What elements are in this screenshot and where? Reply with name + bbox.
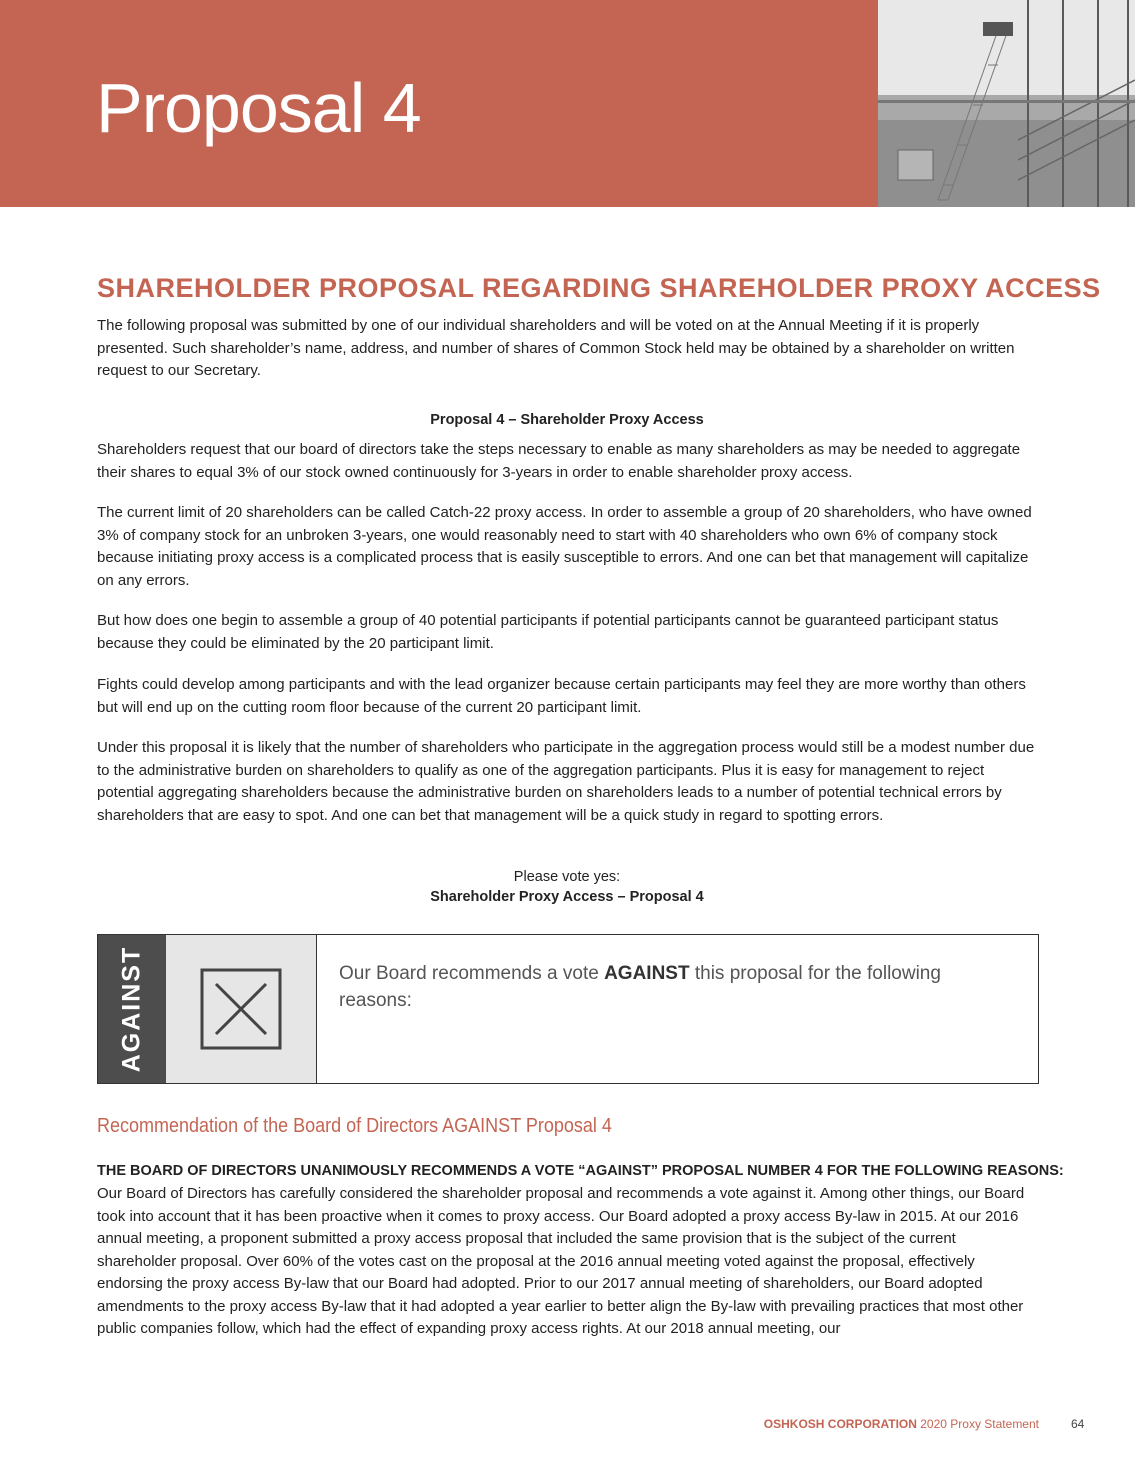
page-title: Proposal 4 — [96, 69, 421, 147]
vote-proposal-name: Shareholder Proxy Access – Proposal 4 — [430, 889, 704, 905]
footer-document: 2020 Proxy Statement — [916, 1417, 1039, 1431]
recommendation-text-bold: AGAINST — [604, 963, 690, 984]
recommendation-text-before: Our Board recommends a vote — [339, 963, 605, 984]
recommendation-text-after: this proposal for the following reasons: — [339, 963, 941, 1011]
proposal-paragraph: Shareholders request that our board of directors take the steps necessary to enable as many shareholders as may be needed to aggregate their shares to equal 3% of our stock owned continuously for 3-years in order to enable shareholder proxy access. — [97, 441, 1021, 481]
against-icon-cell — [166, 935, 317, 1083]
footer-company: OSHKOSH CORPORATION — [763, 1417, 917, 1431]
section-heading: SHAREHOLDER PROPOSAL REGARDING SHAREHOLDER PROXY ACCESS — [97, 273, 1101, 303]
recommendation-heading: Recommendation of the Board of Directors AGAINST Proposal 4 — [97, 1115, 612, 1137]
page-header-banner — [0, 0, 1135, 207]
recommendation-statement — [339, 960, 979, 1014]
vote-prompt: Please vote yes: — [513, 869, 621, 885]
proposal-title: Proposal 4 – Shareholder Proxy Access — [430, 412, 704, 428]
proposal-paragraph: Fights could develop among participants and with the lead organizer because certain participants may feel they are more worthy than others but will end up on the cutting room floor because of the current 20 participant limit. — [97, 676, 1026, 716]
proposal-paragraph: But how does one begin to assemble a group of 40 potential participants if potential participants cannot be guaranteed participant status because they could be eliminated by the 20 participant limit. — [97, 612, 999, 652]
construction-photo-illustration — [878, 0, 1135, 207]
proposal-paragraph: The current limit of 20 shareholders can be called Catch-22 proxy access. In order to assemble a group of 20 shareholders, who have owned 3% of company stock for an unbroken 3-years, one would reasonably need to start with 40 shareholders who own 6% of company stock because initiating proxy access is a complicated process that is easily susceptible to errors. And one can bet that management will capitalize on any errors. — [97, 504, 1032, 589]
against-tab — [98, 935, 166, 1083]
proposal-paragraph: Under this proposal it is likely that the number of shareholders who participate in the aggregation process would still be a modest number due to the administrative burden on shareholders to qualify as one of the aggregation participants. Plus it is easy for management to reject potential aggregating shareholders because the administrative burden on shareholders leads to a number of potential technical errors by shareholders that are easy to spot. And one can bet that management will be a quick study in regard to spotting errors. — [97, 739, 1035, 824]
header-photo — [878, 0, 1135, 207]
recommendation-caps-line: THE BOARD OF DIRECTORS UNANIMOUSLY RECOMMENDS A VOTE “AGAINST” PROPOSAL NUMBER 4 FOR THE FOLLOWING REASONS: — [97, 1163, 1064, 1179]
x-box-icon — [200, 968, 282, 1050]
against-tab-label: AGAINST — [117, 945, 146, 1073]
board-recommendation-box — [97, 934, 1039, 1084]
recommendation-body: Our Board of Directors has carefully considered the shareholder proposal and recommends a vote against it. Among other things, our Board took into account that it has been proactive when it comes to proxy access. Our Board adopted a proxy access By-law in 2015. At our 2016 annual meeting, a proponent submitted a proxy access proposal that included the same provision that is the subject of the current shareholder proposal. Over 60% of the votes cast on the proposal at the 2016 annual meeting voted against the proposal, effectively endorsing the proxy access By-law that our Board had adopted. Prior to our 2017 annual meeting of shareholders, our Board adopted amendments to the proxy access By-law that it had adopted a year earlier to better align the By-law with prevailing practices that most other public companies follow, which had the effect of expanding proxy access rights. At our 2018 annual meeting, our — [97, 1185, 1025, 1337]
intro-paragraph: The following proposal was submitted by one of our individual shareholders and will be voted on at the Annual Meeting if it is properly presented. Such shareholder’s name, address, and number of shares of Common Stock held may be obtained by a shareholder on written request to our Secretary. — [97, 317, 1015, 379]
page-number: 64 — [1071, 1417, 1085, 1431]
page-footer — [700, 1417, 1039, 1431]
